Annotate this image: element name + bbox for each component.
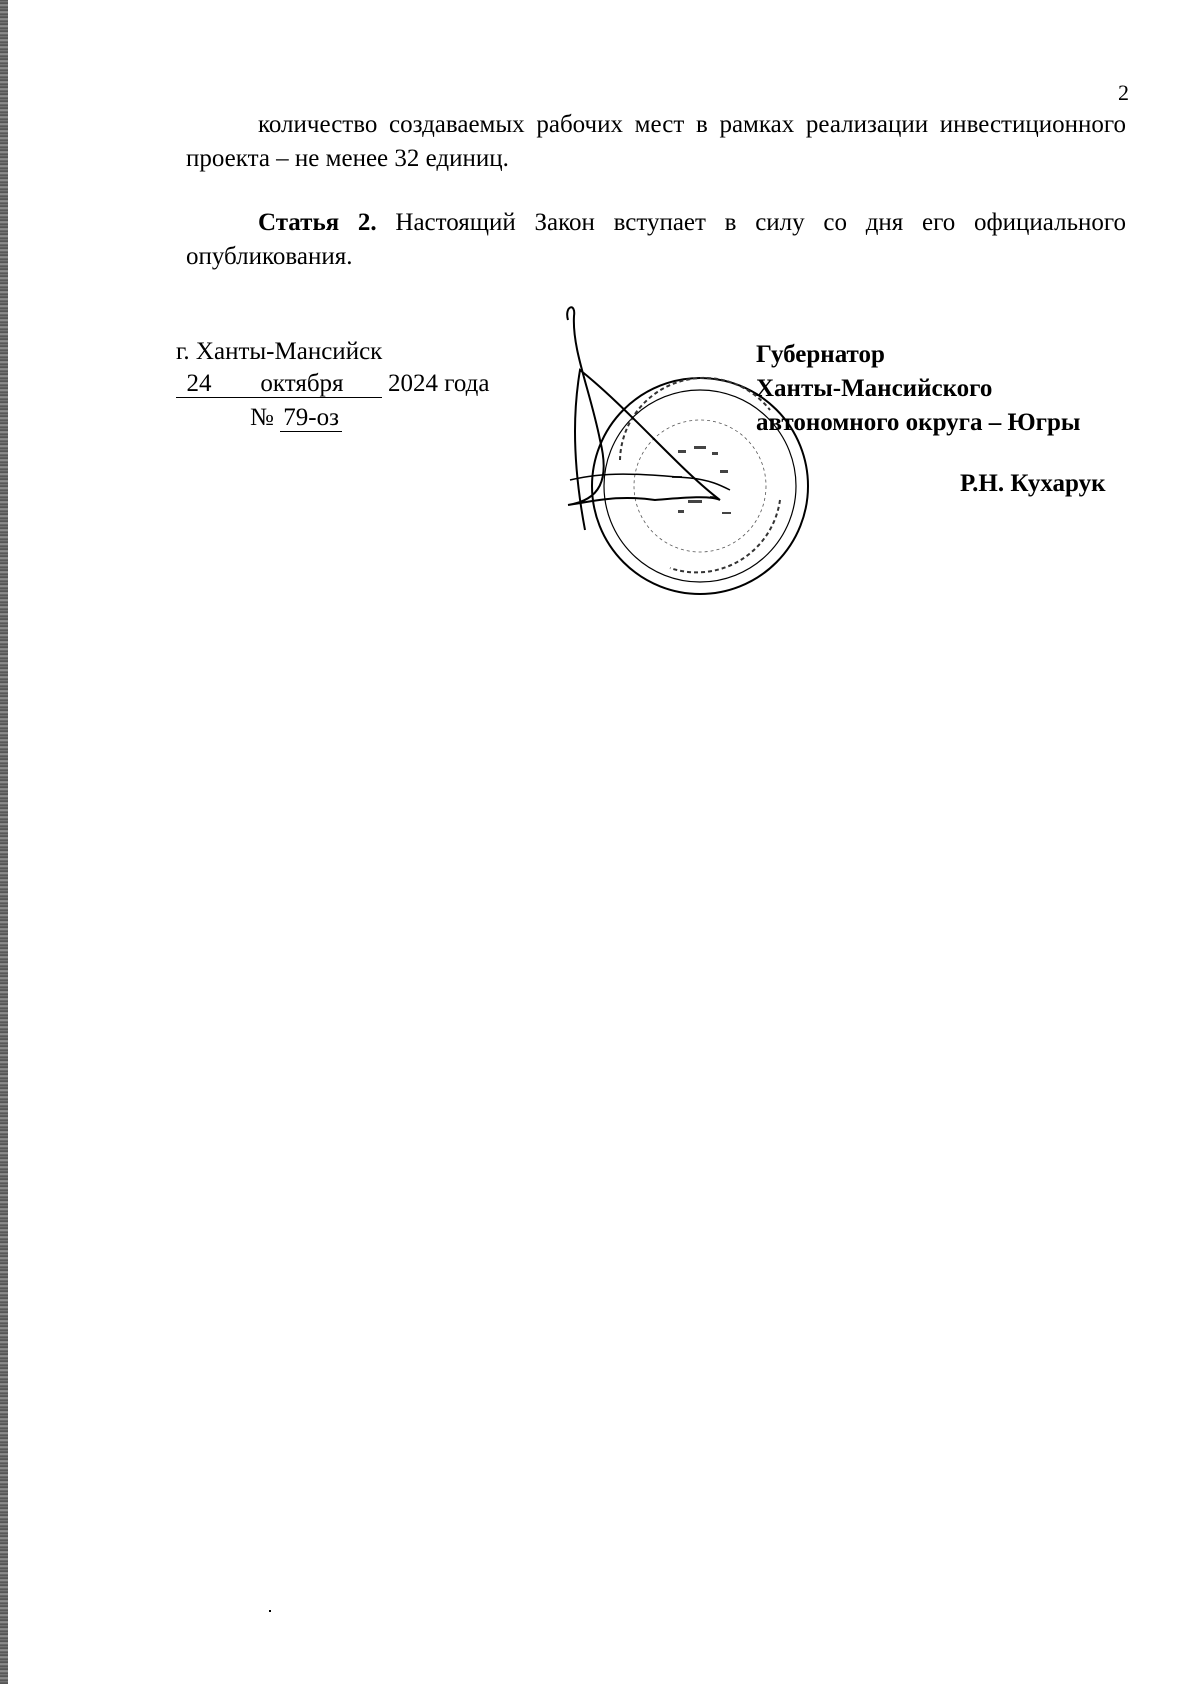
scan-edge <box>0 0 8 1684</box>
law-number-line <box>250 404 342 432</box>
governor-title <box>756 338 1080 440</box>
governor-title-line-3: автономного округа – Югры <box>756 409 1081 436</box>
signing-date <box>176 370 489 398</box>
signing-place: г. Ханты-Мансийск <box>176 338 383 365</box>
governor-name: Р.Н. Кухарук <box>960 470 1106 497</box>
page-number: 2 <box>1118 80 1129 105</box>
signing-day: 24 <box>176 371 222 398</box>
stray-dot <box>269 1610 271 1612</box>
paragraph-workplaces-text: количество создаваемых рабочих мест в рамках реализации инвестиционного проекта – не менее 32 единиц. <box>186 111 1126 172</box>
article-2-label: Статья 2. <box>258 209 377 236</box>
signing-year: 2024 года <box>388 370 490 397</box>
governor-title-line-2: Ханты-Мансийского <box>756 375 993 402</box>
number-sign: № <box>250 404 274 431</box>
law-number: 79-оз <box>280 405 342 432</box>
handwritten-signature-icon <box>567 307 720 530</box>
governor-title-line-1: Губернатор <box>756 341 885 368</box>
signing-month: октября <box>222 371 382 398</box>
paragraph-workplaces <box>186 108 1126 176</box>
article-2-text: Настоящий Закон вступает в силу со дня его официального опубликования. <box>186 209 1127 270</box>
article-2 <box>186 206 1126 274</box>
